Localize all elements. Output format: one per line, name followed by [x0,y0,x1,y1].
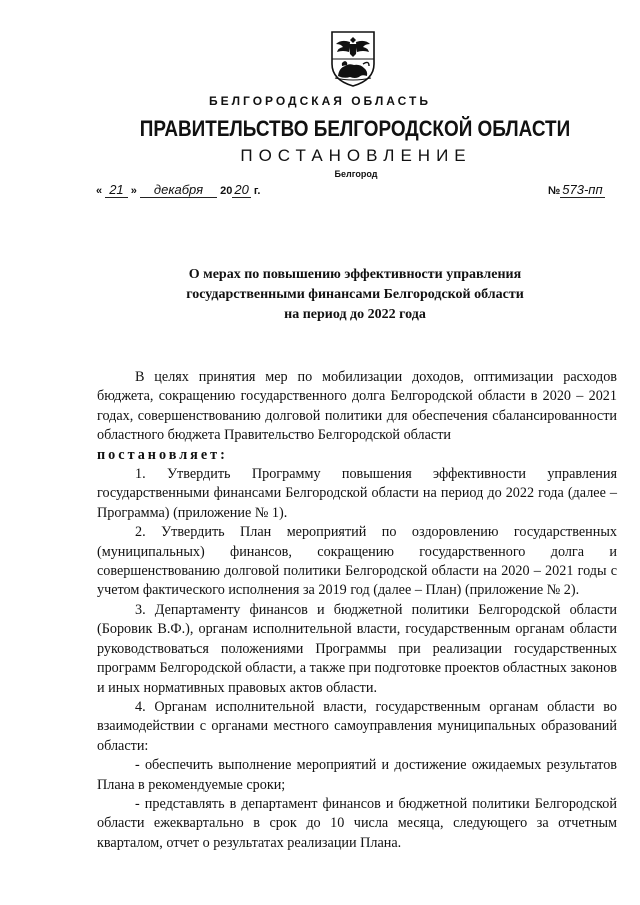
resolves-text: постановляет: [97,446,228,463]
paragraph-4-item-b: - представлять в департамент финансов и бюджетной политики Белгородской области ежеквартально в срок до 10 числа месяца, следующего за отчетным кварталом, отчет о результатах реализации Плана. [97,795,617,851]
belgorod-coat-of-arms-icon [329,30,377,88]
title-line-3: на период до 2022 года [284,307,426,322]
resolves-word [97,446,617,465]
date-year-prefix: 20 [220,185,233,197]
paragraph-2: 2. Утвердить План мероприятий по оздоровлению государственных (муниципальных) финансов, сокращению государственного долга и совершенствованию долговой политики Белгородской области на 2020 – 2021 годы с учетом фактического исполнения за 2019 год (далее – План) (приложение № 2). [97,524,617,599]
date-year-suffix: 20 [234,182,249,197]
date-close-quote: » [130,185,137,197]
date-month: декабря [140,182,217,198]
decree-date [96,182,260,197]
paragraph-4-item-a: - обеспечить выполнение мероприятий и достижение ожидаемых результатов Плана в рекомендуемые сроки; [97,757,617,793]
title-line-1: О мерах по повышению эффективности управления [188,267,522,282]
government-name: ПРАВИТЕЛЬСТВО БЕЛГОРОДСКОЙ ОБЛАСТИ [139,116,571,141]
paragraph-4: 4. Органам исполнительной власти, государственным органам области во взаимодействии с органами местного самоуправления муниципальных образований области: [97,698,617,754]
paragraph-1: 1. Утвердить Программу повышения эффективности управления государственными финансами Белгородской области на период до 2022 года (далее – Программа) (приложение № 1). [97,466,617,521]
decree-title [110,265,600,325]
city-name: Белгород [334,169,378,179]
region-name: БЕЛГОРОДСКАЯ ОБЛАСТЬ [209,94,431,108]
number-label: № [548,185,561,197]
intro-paragraph: В целях принятия мер по мобилизации доходов, оптимизации расходов бюджета, сокращению государственного долга Белгородской области в 2020 – 2021 годах, совершенствованию долговой политики для обеспечения сбалансированности областного бюджета Правительство Белгородской области [97,369,617,444]
decree-number [548,182,605,197]
date-day: 21 [105,182,127,198]
date-open-quote: « [96,185,103,197]
date-year-abbr: г. [253,185,261,197]
title-line-2: государственными финансами Белгородской области [186,287,524,302]
paragraph-3: 3. Департаменту финансов и бюджетной политики Белгородской области (Боровик В.Ф.), органам исполнительной власти, государственным органам области руководствоваться положениями Программы при реализации государственных программ Белгородской области, а также при подготовке проектов областных законов и иных нормативных правовых актов области. [97,601,618,696]
decree-body [97,368,617,853]
number-value: 573-пп [562,182,603,197]
document-type: ПОСТАНОВЛЕНИЕ [240,146,472,165]
